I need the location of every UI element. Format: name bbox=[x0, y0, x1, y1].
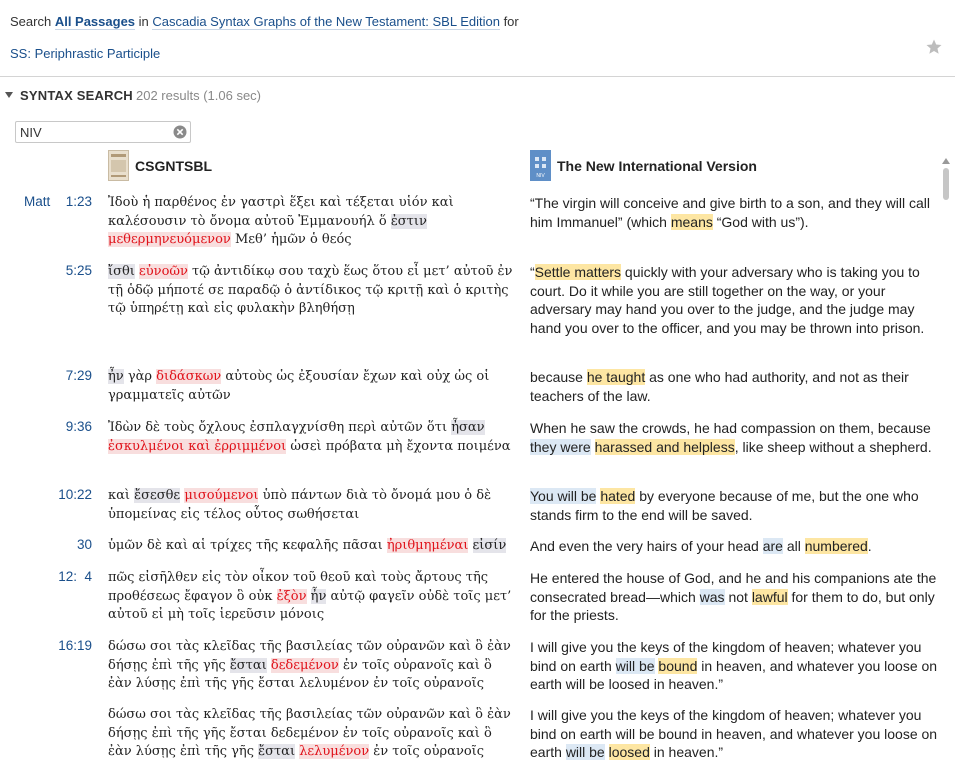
verse-reference[interactable] bbox=[0, 419, 92, 439]
svg-text:NIV: NIV bbox=[536, 173, 545, 179]
text-segment: αὐτοὺς ὡς ἐξουσίαν ἔχων καὶ οὐχ ὡς οἱ γραμματεῖς αὐτῶν bbox=[108, 369, 490, 403]
greek-text bbox=[108, 419, 516, 456]
participle-highlight[interactable]: μισούμενοι bbox=[184, 488, 259, 503]
text-segment: δώσω σοι τὰς κλεῖδας τῆς βασιλείας τῶν οὐρανῶν καὶ ὃ ἐὰν δήσῃς ἐπὶ τῆς γῆς ἔσται δεδεμένον ἐν τοῖς οὐρανοῖς καὶ ὃ ἐὰν λύσῃς ἐπὶ τῆς γῆς bbox=[108, 707, 511, 760]
verse-reference[interactable] bbox=[0, 368, 92, 388]
column-label-right: The New International Version bbox=[557, 158, 757, 174]
participle-highlight[interactable]: διδάσκων bbox=[156, 369, 222, 384]
translation-participle-highlight[interactable]: hated bbox=[600, 488, 636, 504]
participle-highlight[interactable]: ἐξὸν bbox=[276, 588, 307, 604]
greek-text bbox=[108, 537, 516, 556]
chapter-verse[interactable]: 12: 4 bbox=[58, 569, 92, 584]
chapter-verse[interactable]: 1:23 bbox=[65, 194, 92, 209]
greek-text bbox=[108, 194, 516, 250]
verse-reference[interactable] bbox=[0, 706, 92, 726]
chapter-verse[interactable]: 30 bbox=[76, 537, 92, 552]
english-text bbox=[530, 569, 940, 625]
greek-text bbox=[108, 706, 516, 762]
text-segment: . bbox=[867, 538, 872, 554]
translation-participle-highlight[interactable]: Settle matters bbox=[534, 264, 622, 280]
english-text bbox=[530, 419, 940, 456]
participle-highlight[interactable]: εὐνοῶν bbox=[139, 264, 188, 279]
text-segment: δώσω σοι τὰς κλεῖδας τῆς βασιλείας τῶν οὐρανῶν καὶ ὃ ἐὰν δήσῃς ἐπὶ τῆς γῆς bbox=[108, 639, 511, 673]
text-segment: πῶς εἰσῆλθεν εἰς τὸν οἶκον τοῦ θεοῦ καὶ τοὺς ἄρτους τῆς προθέσεως ἔφαγον ὃ οὐκ bbox=[108, 570, 489, 604]
text-segment: in heaven, and whatever you loose on earth will be loosed in heaven.” bbox=[530, 657, 938, 693]
search-for-text: for bbox=[499, 14, 519, 29]
resource-link[interactable]: Cascadia Syntax Graphs of the New Testament: SBL Edition bbox=[152, 14, 500, 29]
text-segment: “God with us”). bbox=[712, 213, 809, 230]
greek-text bbox=[108, 638, 516, 694]
vertical-scrollbar[interactable] bbox=[941, 158, 951, 781]
scroll-up-arrow-icon[interactable] bbox=[942, 158, 950, 164]
column-label-left: CSGNTSBL bbox=[135, 158, 212, 174]
verse-reference[interactable] bbox=[0, 487, 92, 507]
text-segment: because bbox=[530, 369, 587, 385]
greek-text bbox=[108, 569, 516, 625]
greek-text bbox=[108, 368, 516, 405]
text-segment: Μεθ’ ἡμῶν ὁ θεός bbox=[230, 232, 352, 248]
translation-participle-highlight[interactable]: loosed bbox=[608, 744, 650, 761]
text-segment: by everyone because of me, but the one who stands firm to the end will be saved. bbox=[530, 488, 919, 523]
eimi-highlight[interactable]: ἔσται bbox=[258, 744, 296, 760]
greek-text bbox=[108, 487, 516, 524]
english-text bbox=[530, 638, 940, 694]
translation-eimi-highlight[interactable]: they were bbox=[530, 438, 591, 455]
text-segment: I will give you the keys of the kingdom of heaven; whatever you bind on earth will be bound in heaven, and whatever you loose on earth bbox=[530, 707, 938, 761]
text-segment bbox=[591, 439, 595, 455]
text-segment: ὡσεὶ πρόβατα μὴ ἔχοντα ποιμένα bbox=[286, 438, 511, 454]
chapter-verse[interactable]: 5:25 bbox=[65, 263, 92, 278]
text-segment: , like sheep without a shepherd. bbox=[734, 438, 932, 455]
verse-reference[interactable] bbox=[0, 537, 92, 557]
text-segment: He entered the house of God, and he and his companions ate the consecrated bread—which bbox=[530, 570, 937, 605]
results-meta: 202 results (1.06 sec) bbox=[136, 88, 262, 103]
participle-highlight[interactable]: ἐσκυλμένοι καὶ ἐρριμμένοι bbox=[108, 438, 287, 454]
scope-link[interactable]: All Passages bbox=[54, 14, 136, 29]
text-segment: ὑπὸ πάντων διὰ τὸ ὄνομά μου ὁ δὲ ὑπομείνας εἰς τέλος οὗτος σωθήσεται bbox=[108, 488, 492, 522]
greek-text bbox=[108, 263, 516, 319]
text-segment: γὰρ bbox=[123, 369, 157, 384]
text-segment: Ἰδοὺ ἡ παρθένος ἐν γαστρὶ ἕξει καὶ τέξεται υἱόν καὶ καλέσουσιν τὸ ὄνομα αὐτοῦ Ἐμμανουήλ ὅ bbox=[108, 195, 454, 229]
translation-eimi-highlight[interactable]: are bbox=[762, 538, 783, 554]
chapter-verse[interactable]: 16:19 bbox=[58, 638, 92, 653]
text-segment: Ἰδὼν δὲ τοὺς ὄχλους ἐσπλαγχνίσθη περὶ αὐτῶν ὅτι bbox=[108, 420, 452, 435]
participle-highlight[interactable]: ἠριθμημέναι bbox=[386, 538, 469, 553]
participle-highlight[interactable]: λελυμένον bbox=[299, 744, 370, 760]
eimi-highlight[interactable]: ἦν bbox=[310, 588, 327, 604]
english-text bbox=[530, 368, 940, 405]
search-in-text: in bbox=[135, 14, 153, 29]
section-title: SYNTAX SEARCH bbox=[20, 88, 133, 103]
text-segment: as one who had authority, and not as their teachers of the law. bbox=[530, 369, 909, 404]
eimi-highlight[interactable]: ἴσθι bbox=[108, 264, 135, 279]
verse-reference[interactable] bbox=[0, 569, 92, 589]
english-text bbox=[530, 263, 940, 338]
text-segment: ὑμῶν δὲ καὶ αἱ τρίχες τῆς κεφαλῆς πᾶσαι bbox=[108, 538, 387, 553]
english-text bbox=[530, 706, 940, 762]
eimi-highlight[interactable]: ἔσται bbox=[229, 657, 267, 673]
translation-eimi-highlight[interactable]: will be bbox=[615, 657, 655, 674]
verse-reference[interactable] bbox=[0, 638, 92, 658]
text-segment: ἐν τοῖς οὐρανοῖς καὶ ὃ ἐὰν λύσῃς ἐπὶ τῆς γῆς ἔσται λελυμένον ἐν τοῖς οὐρανοῖς bbox=[108, 657, 492, 692]
eimi-highlight[interactable]: ἦν bbox=[108, 369, 124, 384]
translation-participle-highlight[interactable]: he taught bbox=[586, 369, 646, 385]
chapter-verse[interactable]: 7:29 bbox=[65, 368, 92, 383]
eimi-highlight[interactable]: ἐστιν bbox=[390, 213, 427, 229]
translation-participle-highlight[interactable]: means bbox=[670, 213, 713, 230]
english-text bbox=[530, 194, 940, 231]
text-segment: “ bbox=[530, 264, 535, 280]
text-segment: αὐτῷ φαγεῖν οὐδὲ τοῖς μετ’ αὐτοῦ εἰ μὴ τοῖς ἱερεῦσιν μόνοις bbox=[108, 588, 512, 623]
verse-reference[interactable] bbox=[0, 194, 92, 214]
search-prefix: Search bbox=[10, 14, 55, 29]
translation-participle-highlight[interactable]: numbered bbox=[804, 538, 868, 554]
chapter-verse[interactable]: 10:22 bbox=[58, 487, 92, 502]
participle-highlight[interactable]: μεθερμηνευόμενον bbox=[108, 232, 231, 248]
translation-participle-highlight[interactable]: lawful bbox=[751, 588, 788, 605]
book-name[interactable]: Matt bbox=[24, 194, 51, 209]
participle-highlight[interactable]: δεδεμένον bbox=[270, 657, 339, 673]
text-segment: τῷ ἀντιδίκῳ σου ταχὺ ἕως ὅτου εἶ μετ’ αὐτοῦ ἐν τῇ ὁδῷ μήποτέ σε παραδῷ ὁ ἀντίδικος τῷ κριτῇ καὶ ὁ κριτὴς τῷ ὑπηρέτῃ καὶ εἰς φυλακὴν βληθήσῃ bbox=[108, 264, 513, 317]
translation-eimi-highlight[interactable]: You will be bbox=[530, 488, 597, 504]
text-segment: When he saw the crowds, he had compassion on them, because bbox=[530, 420, 931, 436]
translation-participle-highlight[interactable]: bound bbox=[658, 657, 698, 674]
translation-participle-highlight[interactable]: harassed and helpless bbox=[594, 438, 735, 455]
text-segment bbox=[468, 538, 472, 553]
english-text bbox=[530, 537, 940, 556]
eimi-highlight[interactable]: ἔσεσθε bbox=[134, 488, 181, 503]
text-segment: καὶ bbox=[108, 488, 135, 503]
text-segment: And even the very hairs of your head bbox=[530, 538, 763, 554]
text-segment: for them to do, but only for the priests. bbox=[530, 588, 935, 624]
text-segment: all bbox=[782, 538, 805, 554]
english-text bbox=[530, 487, 940, 524]
translation-eimi-highlight[interactable]: will be bbox=[565, 744, 605, 761]
query-text[interactable]: SS: Periphrastic Participle bbox=[10, 46, 161, 61]
chapter-verse[interactable]: 9:36 bbox=[65, 419, 92, 434]
eimi-highlight[interactable]: ἦσαν bbox=[451, 420, 485, 435]
eimi-highlight[interactable]: εἰσίν bbox=[472, 538, 507, 553]
verse-reference[interactable] bbox=[0, 263, 92, 283]
text-segment: quickly with your adversary who is taking you to court. Do it while you are still together on the way, or your adversary may hand you over to the judge, and the judge may hand you over to the officer, and you may be thrown into prison. bbox=[530, 264, 925, 337]
text-segment: ἐν τοῖς οὐρανοῖς bbox=[369, 744, 485, 760]
text-segment: not bbox=[724, 588, 752, 605]
text-segment: in heaven.” bbox=[649, 744, 724, 761]
translation-eimi-highlight[interactable]: was bbox=[699, 588, 725, 605]
text-segment: I will give you the keys of the kingdom of heaven; whatever you bind on earth bbox=[530, 639, 922, 674]
scroll-thumb[interactable] bbox=[943, 168, 949, 200]
text-segment: “The virgin will conceive and give birth to a son, and they will call him Immanuel” (which bbox=[530, 195, 930, 230]
